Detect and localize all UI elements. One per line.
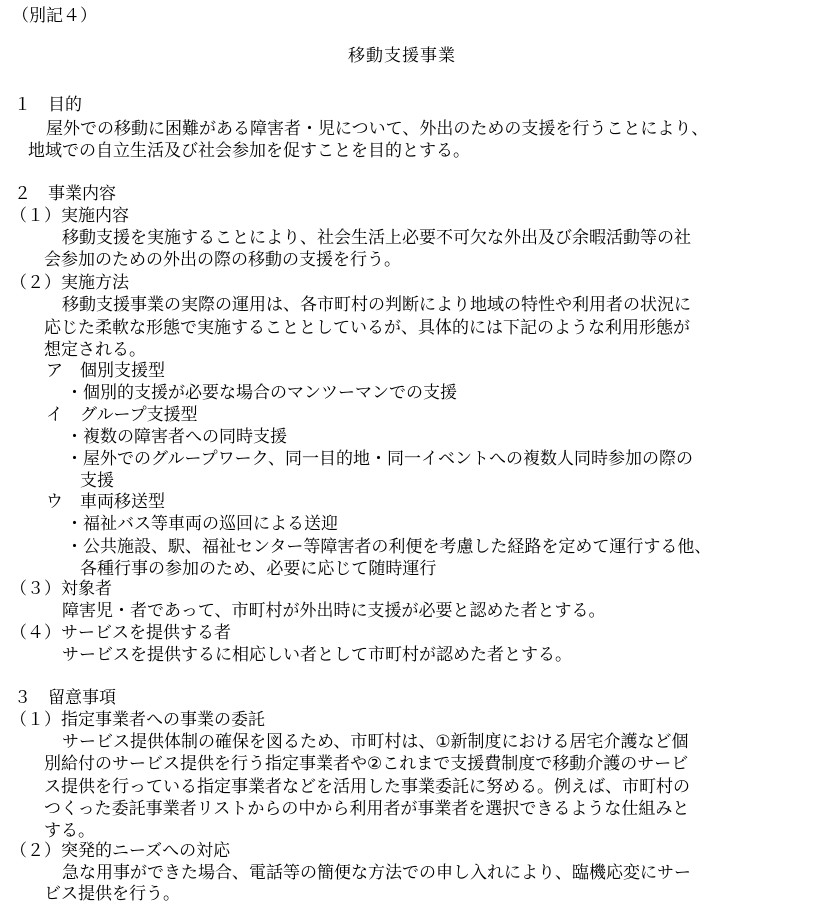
type-u-item: ・福祉バス等車両の巡回による送迎 [66,514,338,534]
subsection-3-2-body-line: 急な用事ができた場合、電話等の簡便な方法での申し入れにより、臨機応変にサー [62,863,691,883]
subsection-3-1-body-line: つくった委託事業者リストからの中から利用者が事業者を選択できるような仕組みと [44,799,690,819]
subsection-2-3-heading: （３）対象者 [10,579,112,599]
subsection-3-2-heading: （２）突発的ニーズへの対応 [10,841,231,861]
type-u-heading: ウ 車両移送型 [46,492,165,512]
subsection-2-1-body-line: 移動支援を実施することにより、社会生活上必要不可欠な外出及び余暇活動等の社 [62,228,691,248]
type-u-item: 各種行事の参加のため、必要に応じて随時運行 [80,559,437,579]
subsection-3-1-body-line: サービス提供体制の確保を図るため、市町村は、①新制度における居宅介護など個 [62,732,689,752]
type-i-item: ・複数の障害者への同時支援 [66,427,287,447]
type-a-heading: ア 個別支援型 [46,361,165,381]
subsection-2-1-body-line: 会参加のための外出の際の移動の支援を行う。 [44,250,401,270]
type-i-item: 支援 [80,471,114,491]
type-i-item: ・屋外でのグループワーク、同一目的地・同一イベントへの複数人同時参加の際の [66,449,693,469]
section-3-heading: ３ 留意事項 [14,688,116,708]
section-2-heading: ２ 事業内容 [14,184,116,204]
section-1-body-line: 屋外での移動に困難がある障害者・児について、外出のための支援を行うことにより、 [46,119,709,139]
annex-label: （別記４） [12,6,97,26]
subsection-2-3-body-line: 障害児・者であって、市町村が外出時に支援が必要と認めた者とする。 [62,601,606,621]
section-1-body-line: 地域での自立生活及び社会参加を促すことを目的とする。 [28,141,470,161]
section-1-heading: １ 目的 [14,95,82,115]
subsection-3-1-body-line: ス提供を行っている指定事業者などを活用した事業委託に努める。例えば、市町村の [44,777,690,797]
subsection-3-1-body-line: 別給付のサービス提供を行う指定事業者や②これまで支援費制度で移動介護のサービ [44,754,689,774]
subsection-2-4-body-line: サービスを提供するに相応しい者として市町村が認めた者とする。 [62,645,572,665]
subsection-2-2-body-line: 想定される。 [44,340,146,360]
subsection-3-2-body-line: ビス提供を行う。 [44,884,180,904]
document-title: 移動支援事業 [348,46,456,66]
subsection-2-4-heading: （４）サービスを提供する者 [10,623,231,643]
type-a-item: ・個別的支援が必要な場合のマンツーマンでの支援 [66,383,457,403]
subsection-2-1-heading: （１）実施内容 [10,206,129,226]
subsection-2-2-heading: （２）実施方法 [10,273,129,293]
subsection-2-2-body-line: 移動支援事業の実際の運用は、各市町村の判断により地域の特性や利用者の状況に [62,295,691,315]
subsection-3-1-body-line: する。 [44,821,95,841]
subsection-3-1-heading: （１）指定事業者への事業の委託 [10,710,265,730]
type-i-heading: イ グループ支援型 [46,405,198,425]
type-u-item: ・公共施設、駅、福祉センター等障害者の利便を考慮した経路を定めて運行する他、 [66,537,712,557]
subsection-2-2-body-line: 応じた柔軟な形態で実施することとしているが、具体的には下記のような利用形態が [44,318,690,338]
